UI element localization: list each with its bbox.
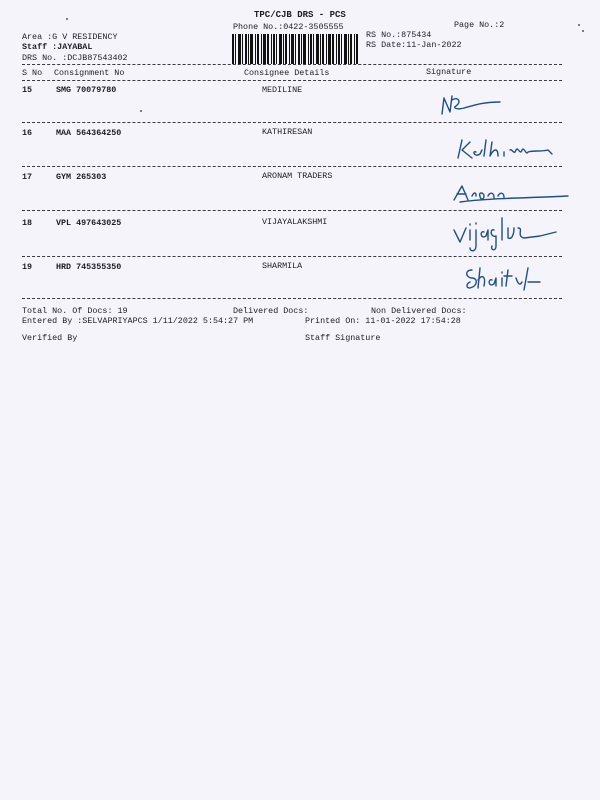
row-consignee: MEDILINE (262, 85, 303, 95)
row-consignee: ARONAM TRADERS (262, 171, 333, 181)
divider (22, 80, 562, 81)
row-consignment-no: GYM 265303 (56, 172, 107, 182)
printed-on: Printed On: 11-01-2022 17:54:28 (305, 316, 461, 326)
delivered-docs: Delivered Docs: (233, 306, 309, 316)
drs-number: DRS No. :DCJB87543402 (22, 53, 128, 63)
column-header-signature: Signature (426, 67, 472, 77)
document-title: TPC/CJB DRS - PCS (254, 10, 346, 20)
signature-image (438, 92, 508, 120)
page-number: Page No.:2 (454, 20, 505, 30)
column-header-consignee: Consignee Details (244, 68, 330, 78)
row-consignee: KATHIRESAN (262, 127, 313, 137)
column-header-consignment: Consignment No (54, 68, 125, 78)
rs-date: RS Date:11-Jan-2022 (366, 40, 462, 50)
phone-number: Phone No.:0422-3505555 (233, 22, 344, 32)
row-consignment-no: SMG 70079780 (56, 85, 117, 95)
barcode-image (232, 34, 358, 64)
signature-image (450, 182, 570, 204)
column-header-sno: S No (22, 68, 43, 78)
signature-image (462, 264, 552, 296)
rs-number: RS No.:875434 (366, 30, 432, 40)
scan-speck (66, 18, 68, 20)
verified-by-label: Verified By (22, 333, 78, 343)
row-sno: 16 (22, 128, 33, 138)
divider (22, 298, 562, 299)
row-consignment-no: VPL 497643025 (56, 218, 122, 228)
non-delivered-docs: Non Delivered Docs: (371, 306, 467, 316)
divider (22, 210, 562, 211)
entered-by: Entered By :SELVAPRIYAPCS 1/11/2022 5:54:27 PM (22, 316, 254, 326)
row-consignment-no: HRD 745355350 (56, 262, 122, 272)
row-sno: 15 (22, 85, 33, 95)
area-field: Area :G V RESIDENCY (22, 32, 118, 42)
row-consignment-no: MAA 564364250 (56, 128, 122, 138)
divider (22, 64, 562, 65)
scan-speck (140, 110, 142, 112)
row-sno: 17 (22, 172, 33, 182)
row-consignee: VIJAYALAKSHMI (262, 217, 328, 227)
staff-field: Staff :JAYABAL (22, 42, 93, 52)
signature-image (452, 136, 562, 162)
scan-speck (582, 30, 584, 32)
signature-image (450, 214, 560, 254)
staff-signature-label: Staff Signature (305, 333, 381, 343)
divider (22, 256, 562, 257)
divider (22, 122, 562, 123)
row-sno: 18 (22, 218, 33, 228)
row-sno: 19 (22, 262, 33, 272)
divider (22, 166, 562, 167)
row-consignee: SHARMILA (262, 261, 303, 271)
scan-speck (578, 24, 580, 26)
total-docs: Total No. Of Docs: 19 (22, 306, 128, 316)
